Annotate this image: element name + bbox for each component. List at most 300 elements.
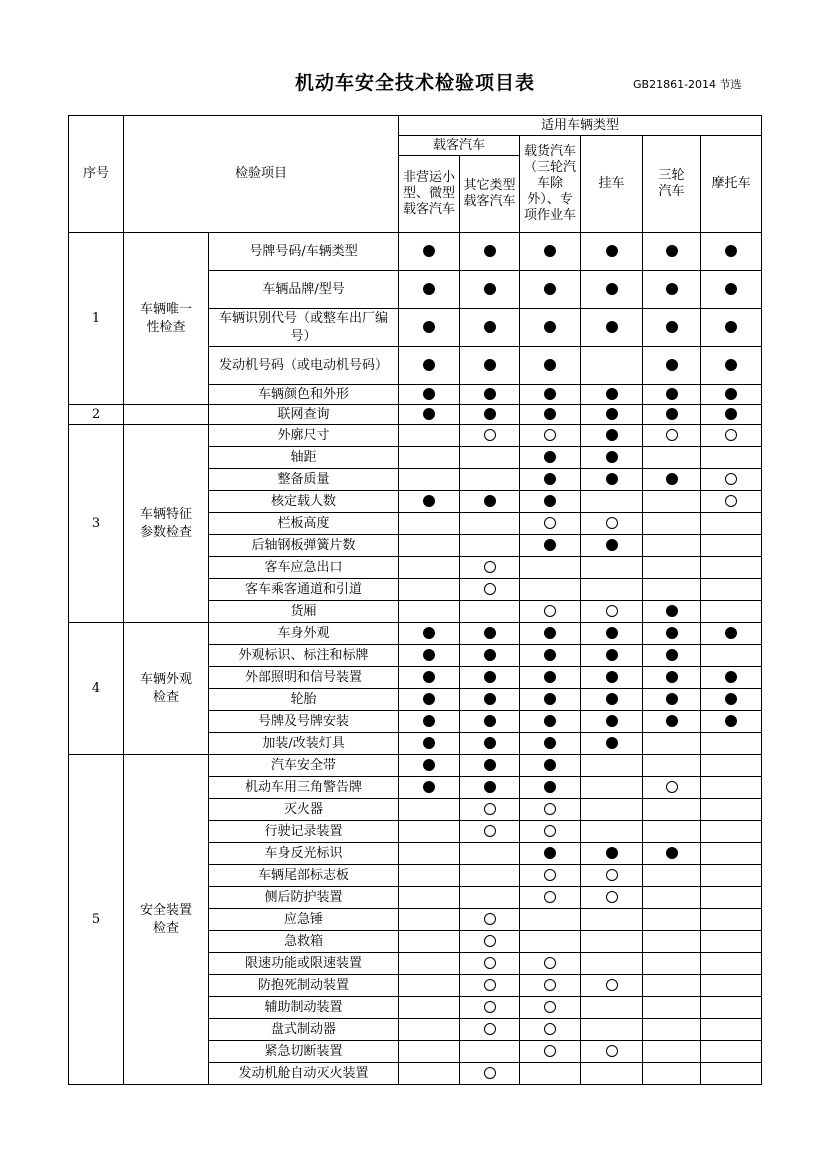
item-name: 货厢	[209, 601, 399, 623]
filled-circle-icon	[484, 759, 496, 771]
mark-cell	[520, 975, 581, 997]
mark-cell	[643, 777, 701, 799]
mark-cell	[520, 513, 581, 535]
mark-cell	[520, 689, 581, 711]
mark-cell	[460, 447, 520, 469]
mark-cell	[399, 601, 460, 623]
mark-cell	[460, 689, 520, 711]
mark-cell	[520, 799, 581, 821]
item-name: 汽车安全带	[209, 755, 399, 777]
standard-reference: GB21861-2014 节选	[633, 78, 742, 91]
open-circle-icon	[544, 979, 556, 991]
group-number: 3	[69, 425, 124, 623]
mark-cell	[643, 997, 701, 1019]
mark-cell	[399, 1019, 460, 1041]
filled-circle-icon	[606, 627, 618, 639]
group-name: 安全装置检查	[124, 755, 209, 1085]
open-circle-icon	[725, 473, 737, 485]
filled-circle-icon	[666, 245, 678, 257]
item-name: 车身反光标识	[209, 843, 399, 865]
open-circle-icon	[725, 495, 737, 507]
item-name: 限速功能或限速装置	[209, 953, 399, 975]
group-number: 1	[69, 233, 124, 405]
mark-cell	[701, 535, 762, 557]
item-name: 发动机号码（或电动机号码）	[209, 347, 399, 385]
open-circle-icon	[544, 1023, 556, 1035]
mark-cell	[399, 1063, 460, 1085]
filled-circle-icon	[423, 388, 435, 400]
filled-circle-icon	[606, 321, 618, 333]
mark-cell	[399, 865, 460, 887]
mark-cell	[520, 843, 581, 865]
filled-circle-icon	[484, 715, 496, 727]
filled-circle-icon	[606, 715, 618, 727]
mark-cell	[701, 425, 762, 447]
group-name: 车辆外观检查	[124, 623, 209, 755]
mark-cell	[701, 667, 762, 689]
item-name: 侧后防护装置	[209, 887, 399, 909]
mark-cell	[520, 821, 581, 843]
mark-cell	[581, 777, 643, 799]
filled-circle-icon	[423, 627, 435, 639]
mark-cell	[399, 385, 460, 405]
mark-cell	[399, 777, 460, 799]
mark-cell	[520, 271, 581, 309]
mark-cell	[581, 513, 643, 535]
filled-circle-icon	[544, 473, 556, 485]
item-name: 号牌及号牌安装	[209, 711, 399, 733]
header-col3: 载货汽车（三轮汽车除外）、专项作业车	[520, 136, 581, 233]
item-name: 加装/改装灯具	[209, 733, 399, 755]
mark-cell	[399, 909, 460, 931]
mark-cell	[399, 623, 460, 645]
mark-cell	[701, 689, 762, 711]
filled-circle-icon	[606, 408, 618, 420]
open-circle-icon	[606, 605, 618, 617]
mark-cell	[581, 309, 643, 347]
mark-cell	[581, 623, 643, 645]
filled-circle-icon	[544, 759, 556, 771]
filled-circle-icon	[484, 321, 496, 333]
mark-cell	[520, 777, 581, 799]
mark-cell	[643, 447, 701, 469]
mark-cell	[520, 601, 581, 623]
mark-cell	[643, 909, 701, 931]
mark-cell	[581, 447, 643, 469]
filled-circle-icon	[544, 693, 556, 705]
mark-cell	[701, 733, 762, 755]
filled-circle-icon	[484, 359, 496, 371]
mark-cell	[520, 347, 581, 385]
mark-cell	[520, 1041, 581, 1063]
mark-cell	[399, 535, 460, 557]
mark-cell	[520, 997, 581, 1019]
filled-circle-icon	[606, 429, 618, 441]
open-circle-icon	[484, 913, 496, 925]
mark-cell	[701, 271, 762, 309]
mark-cell	[399, 309, 460, 347]
filled-circle-icon	[666, 473, 678, 485]
mark-cell	[581, 405, 643, 425]
mark-cell	[460, 799, 520, 821]
mark-cell	[399, 425, 460, 447]
mark-cell	[460, 425, 520, 447]
mark-cell	[460, 667, 520, 689]
mark-cell	[701, 777, 762, 799]
mark-cell	[399, 667, 460, 689]
open-circle-icon	[544, 429, 556, 441]
open-circle-icon	[606, 869, 618, 881]
item-name: 车辆尾部标志板	[209, 865, 399, 887]
open-circle-icon	[544, 891, 556, 903]
mark-cell	[460, 623, 520, 645]
mark-cell	[581, 975, 643, 997]
mark-cell	[460, 347, 520, 385]
filled-circle-icon	[725, 627, 737, 639]
mark-cell	[581, 579, 643, 601]
filled-circle-icon	[666, 649, 678, 661]
mark-cell	[581, 601, 643, 623]
item-name: 轮胎	[209, 689, 399, 711]
mark-cell	[643, 385, 701, 405]
mark-cell	[581, 1019, 643, 1041]
mark-cell	[399, 447, 460, 469]
filled-circle-icon	[725, 693, 737, 705]
item-name: 外观标识、标注和标牌	[209, 645, 399, 667]
mark-cell	[520, 579, 581, 601]
mark-cell	[643, 579, 701, 601]
mark-cell	[643, 1063, 701, 1085]
mark-cell	[460, 909, 520, 931]
mark-cell	[701, 931, 762, 953]
filled-circle-icon	[606, 671, 618, 683]
filled-circle-icon	[484, 627, 496, 639]
open-circle-icon	[544, 869, 556, 881]
mark-cell	[460, 755, 520, 777]
mark-cell	[399, 843, 460, 865]
item-name: 应急锤	[209, 909, 399, 931]
mark-cell	[460, 777, 520, 799]
open-circle-icon	[484, 979, 496, 991]
open-circle-icon	[606, 891, 618, 903]
header-col4: 挂车	[581, 136, 643, 233]
mark-cell	[581, 887, 643, 909]
mark-cell	[701, 821, 762, 843]
open-circle-icon	[484, 825, 496, 837]
item-name: 栏板高度	[209, 513, 399, 535]
mark-cell	[399, 997, 460, 1019]
item-name: 外部照明和信号装置	[209, 667, 399, 689]
mark-cell	[460, 535, 520, 557]
filled-circle-icon	[725, 359, 737, 371]
mark-cell	[520, 931, 581, 953]
item-name: 核定载人数	[209, 491, 399, 513]
filled-circle-icon	[544, 649, 556, 661]
group-name	[124, 405, 209, 425]
mark-cell	[520, 623, 581, 645]
mark-cell	[643, 645, 701, 667]
filled-circle-icon	[544, 847, 556, 859]
mark-cell	[643, 711, 701, 733]
mark-cell	[399, 755, 460, 777]
group-number: 2	[69, 405, 124, 425]
mark-cell	[460, 385, 520, 405]
filled-circle-icon	[544, 388, 556, 400]
mark-cell	[460, 1019, 520, 1041]
mark-cell	[520, 491, 581, 513]
open-circle-icon	[666, 781, 678, 793]
mark-cell	[701, 309, 762, 347]
mark-cell	[701, 843, 762, 865]
filled-circle-icon	[544, 737, 556, 749]
mark-cell	[460, 821, 520, 843]
filled-circle-icon	[423, 283, 435, 295]
filled-circle-icon	[606, 539, 618, 551]
filled-circle-icon	[666, 671, 678, 683]
item-name: 车辆识别代号（或整车出厂编号）	[209, 309, 399, 347]
mark-cell	[460, 557, 520, 579]
filled-circle-icon	[666, 847, 678, 859]
mark-cell	[399, 821, 460, 843]
filled-circle-icon	[606, 649, 618, 661]
open-circle-icon	[544, 517, 556, 529]
filled-circle-icon	[606, 847, 618, 859]
filled-circle-icon	[666, 627, 678, 639]
table-body	[69, 233, 762, 1085]
open-circle-icon	[484, 803, 496, 815]
filled-circle-icon	[423, 408, 435, 420]
mark-cell	[643, 667, 701, 689]
mark-cell	[520, 535, 581, 557]
header-seq: 序号	[69, 116, 124, 233]
filled-circle-icon	[606, 473, 618, 485]
item-name: 灭火器	[209, 799, 399, 821]
mark-cell	[581, 689, 643, 711]
item-name: 外廓尺寸	[209, 425, 399, 447]
mark-cell	[643, 233, 701, 271]
filled-circle-icon	[606, 693, 618, 705]
group-name: 车辆特征参数检查	[124, 425, 209, 623]
mark-cell	[701, 579, 762, 601]
filled-circle-icon	[484, 495, 496, 507]
mark-cell	[460, 601, 520, 623]
mark-cell	[643, 1019, 701, 1041]
mark-cell	[581, 755, 643, 777]
mark-cell	[581, 535, 643, 557]
item-name: 客车乘客通道和引道	[209, 579, 399, 601]
filled-circle-icon	[423, 359, 435, 371]
mark-cell	[701, 405, 762, 425]
open-circle-icon	[606, 979, 618, 991]
mark-cell	[701, 447, 762, 469]
mark-cell	[643, 405, 701, 425]
mark-cell	[701, 799, 762, 821]
item-name: 急救箱	[209, 931, 399, 953]
header-passenger-group: 载客汽车	[399, 136, 520, 156]
item-name: 防抱死制动装置	[209, 975, 399, 997]
filled-circle-icon	[423, 737, 435, 749]
mark-cell	[581, 491, 643, 513]
mark-cell	[581, 931, 643, 953]
item-name: 紧急切断装置	[209, 1041, 399, 1063]
mark-cell	[643, 887, 701, 909]
item-name: 行驶记录装置	[209, 821, 399, 843]
mark-cell	[701, 645, 762, 667]
filled-circle-icon	[725, 671, 737, 683]
filled-circle-icon	[423, 321, 435, 333]
filled-circle-icon	[423, 759, 435, 771]
mark-cell	[399, 347, 460, 385]
item-name: 发动机舱自动灭火装置	[209, 1063, 399, 1085]
mark-cell	[460, 271, 520, 309]
mark-cell	[399, 887, 460, 909]
filled-circle-icon	[544, 359, 556, 371]
item-name: 盘式制动器	[209, 1019, 399, 1041]
open-circle-icon	[484, 583, 496, 595]
mark-cell	[460, 953, 520, 975]
mark-cell	[581, 557, 643, 579]
item-name: 后轴钢板弹簧片数	[209, 535, 399, 557]
filled-circle-icon	[423, 693, 435, 705]
mark-cell	[460, 469, 520, 491]
mark-cell	[399, 733, 460, 755]
header-col2: 其它类型载客汽车	[460, 156, 520, 233]
filled-circle-icon	[544, 781, 556, 793]
mark-cell	[643, 271, 701, 309]
filled-circle-icon	[666, 359, 678, 371]
open-circle-icon	[544, 803, 556, 815]
filled-circle-icon	[725, 408, 737, 420]
item-name: 车辆品牌/型号	[209, 271, 399, 309]
open-circle-icon	[606, 1045, 618, 1057]
mark-cell	[460, 887, 520, 909]
filled-circle-icon	[666, 388, 678, 400]
open-circle-icon	[484, 957, 496, 969]
mark-cell	[399, 931, 460, 953]
header-col5: 三轮汽车	[643, 136, 701, 233]
mark-cell	[460, 975, 520, 997]
table-header	[69, 116, 762, 233]
mark-cell	[581, 953, 643, 975]
mark-cell	[399, 975, 460, 997]
mark-cell	[399, 799, 460, 821]
filled-circle-icon	[544, 715, 556, 727]
open-circle-icon	[484, 1023, 496, 1035]
mark-cell	[581, 347, 643, 385]
mark-cell	[701, 755, 762, 777]
mark-cell	[643, 843, 701, 865]
inspection-table	[68, 115, 762, 1085]
mark-cell	[460, 645, 520, 667]
mark-cell	[643, 425, 701, 447]
mark-cell	[701, 975, 762, 997]
filled-circle-icon	[544, 451, 556, 463]
filled-circle-icon	[423, 495, 435, 507]
mark-cell	[701, 997, 762, 1019]
filled-circle-icon	[544, 321, 556, 333]
item-name: 联网查询	[209, 405, 399, 425]
mark-cell	[581, 1041, 643, 1063]
header-applicable: 适用车辆类型	[399, 116, 762, 136]
mark-cell	[643, 309, 701, 347]
mark-cell	[643, 623, 701, 645]
filled-circle-icon	[484, 649, 496, 661]
item-name: 整备质量	[209, 469, 399, 491]
mark-cell	[460, 1063, 520, 1085]
mark-cell	[460, 843, 520, 865]
mark-cell	[399, 271, 460, 309]
table-row	[69, 425, 762, 447]
filled-circle-icon	[484, 388, 496, 400]
mark-cell	[399, 579, 460, 601]
filled-circle-icon	[725, 388, 737, 400]
open-circle-icon	[484, 429, 496, 441]
mark-cell	[520, 733, 581, 755]
filled-circle-icon	[423, 245, 435, 257]
mark-cell	[520, 711, 581, 733]
mark-cell	[460, 233, 520, 271]
mark-cell	[399, 233, 460, 271]
page-title: 机动车安全技术检验项目表	[294, 72, 535, 94]
table-row	[69, 623, 762, 645]
filled-circle-icon	[666, 605, 678, 617]
mark-cell	[399, 491, 460, 513]
mark-cell	[643, 755, 701, 777]
filled-circle-icon	[666, 693, 678, 705]
mark-cell	[701, 385, 762, 405]
filled-circle-icon	[544, 627, 556, 639]
mark-cell	[399, 689, 460, 711]
mark-cell	[520, 233, 581, 271]
open-circle-icon	[725, 429, 737, 441]
open-circle-icon	[484, 561, 496, 573]
mark-cell	[581, 843, 643, 865]
mark-cell	[701, 865, 762, 887]
mark-cell	[701, 953, 762, 975]
mark-cell	[520, 309, 581, 347]
mark-cell	[520, 865, 581, 887]
filled-circle-icon	[423, 781, 435, 793]
mark-cell	[701, 1041, 762, 1063]
mark-cell	[520, 1019, 581, 1041]
item-name: 客车应急出口	[209, 557, 399, 579]
mark-cell	[581, 733, 643, 755]
filled-circle-icon	[484, 781, 496, 793]
table-row	[69, 755, 762, 777]
filled-circle-icon	[666, 283, 678, 295]
mark-cell	[581, 645, 643, 667]
filled-circle-icon	[544, 283, 556, 295]
mark-cell	[399, 469, 460, 491]
mark-cell	[460, 865, 520, 887]
mark-cell	[701, 887, 762, 909]
mark-cell	[460, 1041, 520, 1063]
mark-cell	[460, 711, 520, 733]
mark-cell	[643, 821, 701, 843]
mark-cell	[581, 271, 643, 309]
item-name: 机动车用三角警告牌	[209, 777, 399, 799]
mark-cell	[460, 513, 520, 535]
open-circle-icon	[544, 605, 556, 617]
mark-cell	[643, 347, 701, 385]
item-name: 号牌号码/车辆类型	[209, 233, 399, 271]
mark-cell	[701, 601, 762, 623]
open-circle-icon	[544, 1045, 556, 1057]
mark-cell	[643, 469, 701, 491]
mark-cell	[520, 1063, 581, 1085]
mark-cell	[399, 557, 460, 579]
mark-cell	[581, 385, 643, 405]
